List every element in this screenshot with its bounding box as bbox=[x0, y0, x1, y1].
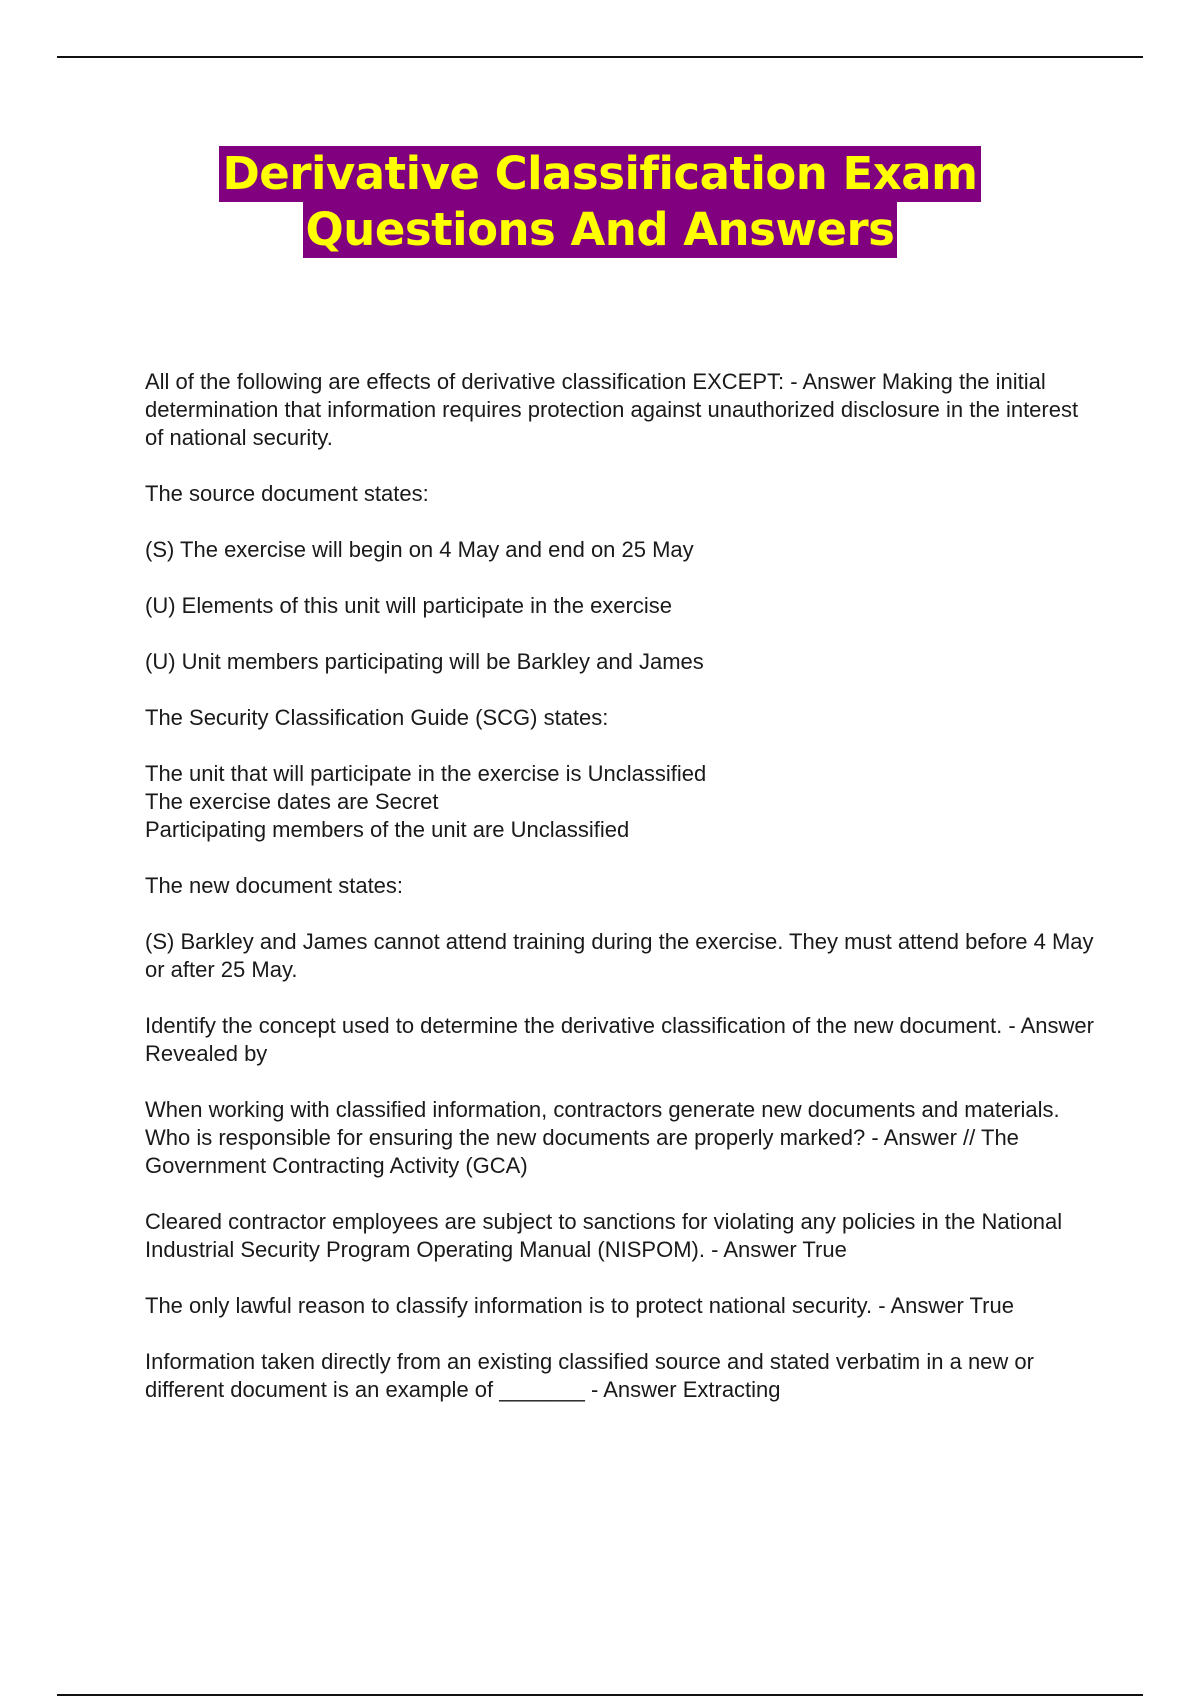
document-body bbox=[145, 368, 1095, 1432]
new-document-line: (S) Barkley and James cannot attend training during the exercise. They must attend before 4 May or after 25 May. bbox=[145, 929, 1094, 982]
source-document-heading: The source document states: bbox=[145, 481, 429, 506]
source-line-secret: (S) The exercise will begin on 4 May and end on 25 May bbox=[145, 537, 694, 562]
question-marking-responsibility: When working with classified information, contractors generate new documents and materials. Who is responsible for ensuring the new documents are properly marked? - Answer // The Government Contracting Activity (GCA) bbox=[145, 1097, 1060, 1178]
question-revealed-by: Identify the concept used to determine the derivative classification of the new document. - Answer Revealed by bbox=[145, 1013, 1094, 1066]
title-line-2: Questions And Answers bbox=[303, 202, 898, 258]
scg-heading: The Security Classification Guide (SCG) states: bbox=[145, 705, 609, 730]
source-line-members: (U) Unit members participating will be Barkley and James bbox=[145, 649, 704, 674]
question-extracting: Information taken directly from an existing classified source and stated verbatim in a new or different document is an example of _______ - Answer Extracting bbox=[145, 1349, 1034, 1402]
question-lawful-reason: The only lawful reason to classify information is to protect national security. - Answer True bbox=[145, 1293, 1014, 1318]
document-title bbox=[0, 146, 1200, 258]
new-document-heading: The new document states: bbox=[145, 873, 404, 898]
question-derivative-effects: All of the following are effects of derivative classification EXCEPT: - Answer Making the initial determination that information requires protection against unauthorized disclosure in the interest of national security. bbox=[145, 369, 1079, 450]
scg-line-members: Participating members of the unit are Unclassified bbox=[145, 817, 630, 842]
source-line-elements: (U) Elements of this unit will participate in the exercise bbox=[145, 593, 672, 618]
scg-line-dates: The exercise dates are Secret bbox=[145, 789, 439, 814]
title-line-1: Derivative Classification Exam bbox=[219, 146, 980, 202]
scg-line-unit: The unit that will participate in the exercise is Unclassified bbox=[145, 761, 707, 786]
question-nispom-sanctions: Cleared contractor employees are subject to sanctions for violating any policies in the National Industrial Security Program Operating Manual (NISPOM). - Answer True bbox=[145, 1209, 1063, 1262]
bottom-divider bbox=[57, 1694, 1143, 1696]
top-divider bbox=[57, 56, 1143, 58]
